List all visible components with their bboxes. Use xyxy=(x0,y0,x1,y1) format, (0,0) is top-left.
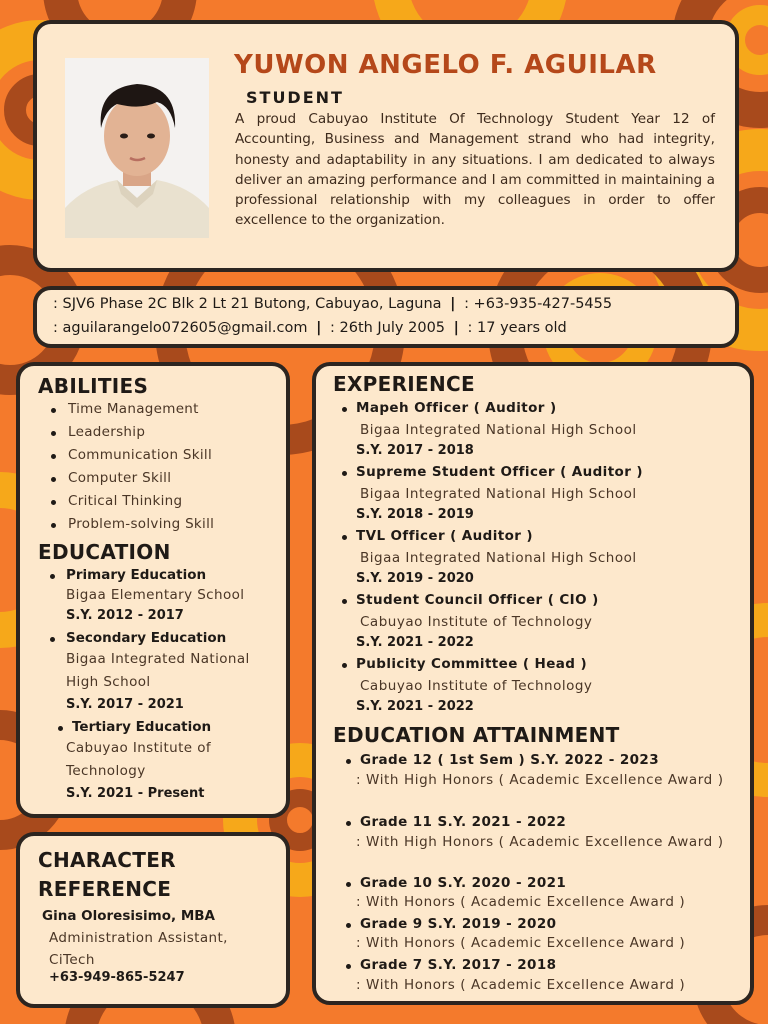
reference-position: Administration Assistant, CiTech xyxy=(49,930,228,968)
bio-text: A proud Cabuyao Institute Of Technology Student Year 12 of Accounting, Business and Management strand who had integrity, honesty and adaptability in any situations. I am dedicated to always deliver an amazing performance and I am committed in maintaining a professional relationship with my colleagues in order to offer excellence to the organization. xyxy=(235,111,715,229)
education-sy: S.Y. 2012 - 2017 xyxy=(66,608,184,623)
email-text: : aguilarangelo072605@gmail.com xyxy=(53,320,308,336)
attainment-grade: Grade 10 S.Y. 2020 - 2021 xyxy=(360,875,567,891)
attainment-honor: : With Honors ( Academic Excellence Award ) xyxy=(356,935,686,951)
ability-item: Problem-solving Skill xyxy=(68,516,215,532)
abilities-education-card xyxy=(16,362,290,818)
bullet-icon xyxy=(50,637,55,642)
attainment-grade: Grade 11 S.Y. 2021 - 2022 xyxy=(360,814,567,830)
education-sy: S.Y. 2021 - Present xyxy=(66,786,205,801)
phone-text: : +63-935-427-5455 xyxy=(464,296,613,312)
role-label: STUDENT xyxy=(246,88,344,107)
education-school: High School xyxy=(66,674,151,690)
education-school: Cabuyao Institute of xyxy=(66,740,212,756)
character-reference-card xyxy=(16,832,290,1008)
attainment-honor: : With Honors ( Academic Excellence Award ) xyxy=(356,894,686,910)
attainment-honor: : With Honors ( Academic Excellence Award ) xyxy=(356,977,686,993)
attainment-grade: Grade 9 S.Y. 2019 - 2020 xyxy=(360,916,557,932)
experience-org: Bigaa Integrated National High School xyxy=(360,550,637,566)
bullet-icon xyxy=(346,882,351,887)
attainment-honor: : With High Honors ( Academic Excellence Award ) xyxy=(356,834,724,850)
experience-attainment-card xyxy=(312,362,754,1005)
experience-sy: S.Y. 2021 - 2022 xyxy=(356,635,474,650)
bullet-icon xyxy=(51,500,56,505)
experience-role: Mapeh Officer ( Auditor ) xyxy=(356,400,557,416)
experience-org: Bigaa Integrated National High School xyxy=(360,422,637,438)
bullet-icon xyxy=(342,663,347,668)
separator: | xyxy=(316,320,322,336)
address-text: : SJV6 Phase 2C Blk 2 Lt 21 Butong, Cabuyao, Laguna xyxy=(53,296,442,312)
attainment-honor: : With High Honors ( Academic Excellence Award ) xyxy=(356,772,724,788)
experience-org: Bigaa Integrated National High School xyxy=(360,486,637,502)
experience-title: EXPERIENCE xyxy=(333,372,475,396)
bullet-icon xyxy=(51,408,56,413)
ability-item: Time Management xyxy=(68,401,199,417)
education-school: Bigaa Elementary School xyxy=(66,587,245,603)
reference-phone: +63-949-865-5247 xyxy=(49,970,185,985)
experience-role: TVL Officer ( Auditor ) xyxy=(356,528,534,544)
ability-item: Communication Skill xyxy=(68,447,213,463)
bullet-icon xyxy=(346,964,351,969)
abilities-title: ABILITIES xyxy=(38,374,149,398)
portrait-photo xyxy=(65,58,209,238)
birthday-text: : 26th July 2005 xyxy=(330,320,446,336)
education-level: Secondary Education xyxy=(66,630,227,646)
bullet-icon xyxy=(342,407,347,412)
experience-org: Cabuyao Institute of Technology xyxy=(360,614,593,630)
attainment-grade: Grade 12 ( 1st Sem ) S.Y. 2022 - 2023 xyxy=(360,752,659,768)
bullet-icon xyxy=(342,599,347,604)
contact-line-2 xyxy=(53,320,567,336)
ability-item: Computer Skill xyxy=(68,470,172,486)
attainment-title: EDUCATION ATTAINMENT xyxy=(333,723,620,747)
experience-role: Publicity Committee ( Head ) xyxy=(356,656,588,672)
bullet-icon xyxy=(346,759,351,764)
bullet-icon xyxy=(58,726,63,731)
reference-title-line2: REFERENCE xyxy=(38,877,172,901)
bullet-icon xyxy=(51,431,56,436)
bullet-icon xyxy=(346,821,351,826)
reference-title-line1: CHARACTER xyxy=(38,848,176,872)
education-level: Tertiary Education xyxy=(72,719,212,735)
education-sy: S.Y. 2017 - 2021 xyxy=(66,697,184,712)
experience-sy: S.Y. 2019 - 2020 xyxy=(356,571,474,586)
attainment-grade: Grade 7 S.Y. 2017 - 2018 xyxy=(360,957,557,973)
contact-line-1 xyxy=(53,296,612,312)
education-school: Bigaa Integrated National xyxy=(66,651,250,667)
contact-card xyxy=(33,286,739,348)
reference-name: Gina Oloresisimo, MBA xyxy=(42,908,215,924)
bullet-icon xyxy=(346,923,351,928)
bullet-icon xyxy=(342,471,347,476)
bullet-icon xyxy=(50,574,55,579)
separator: | xyxy=(450,296,456,312)
education-school: Technology xyxy=(66,763,146,779)
ability-item: Critical Thinking xyxy=(68,493,183,509)
experience-org: Cabuyao Institute of Technology xyxy=(360,678,593,694)
ability-item: Leadership xyxy=(68,424,146,440)
bullet-icon xyxy=(342,535,347,540)
experience-sy: S.Y. 2021 - 2022 xyxy=(356,699,474,714)
bullet-icon xyxy=(51,477,56,482)
header-card xyxy=(33,20,739,272)
experience-sy: S.Y. 2017 - 2018 xyxy=(356,443,474,458)
education-level: Primary Education xyxy=(66,567,207,583)
experience-role: Supreme Student Officer ( Auditor ) xyxy=(356,464,643,480)
separator: | xyxy=(453,320,459,336)
bullet-icon xyxy=(51,523,56,528)
full-name: YUWON ANGELO F. AGUILAR xyxy=(234,50,657,80)
bullet-icon xyxy=(51,454,56,459)
experience-role: Student Council Officer ( CIO ) xyxy=(356,592,599,608)
experience-sy: S.Y. 2018 - 2019 xyxy=(356,507,474,522)
education-title: EDUCATION xyxy=(38,540,171,564)
age-text: : 17 years old xyxy=(467,320,567,336)
